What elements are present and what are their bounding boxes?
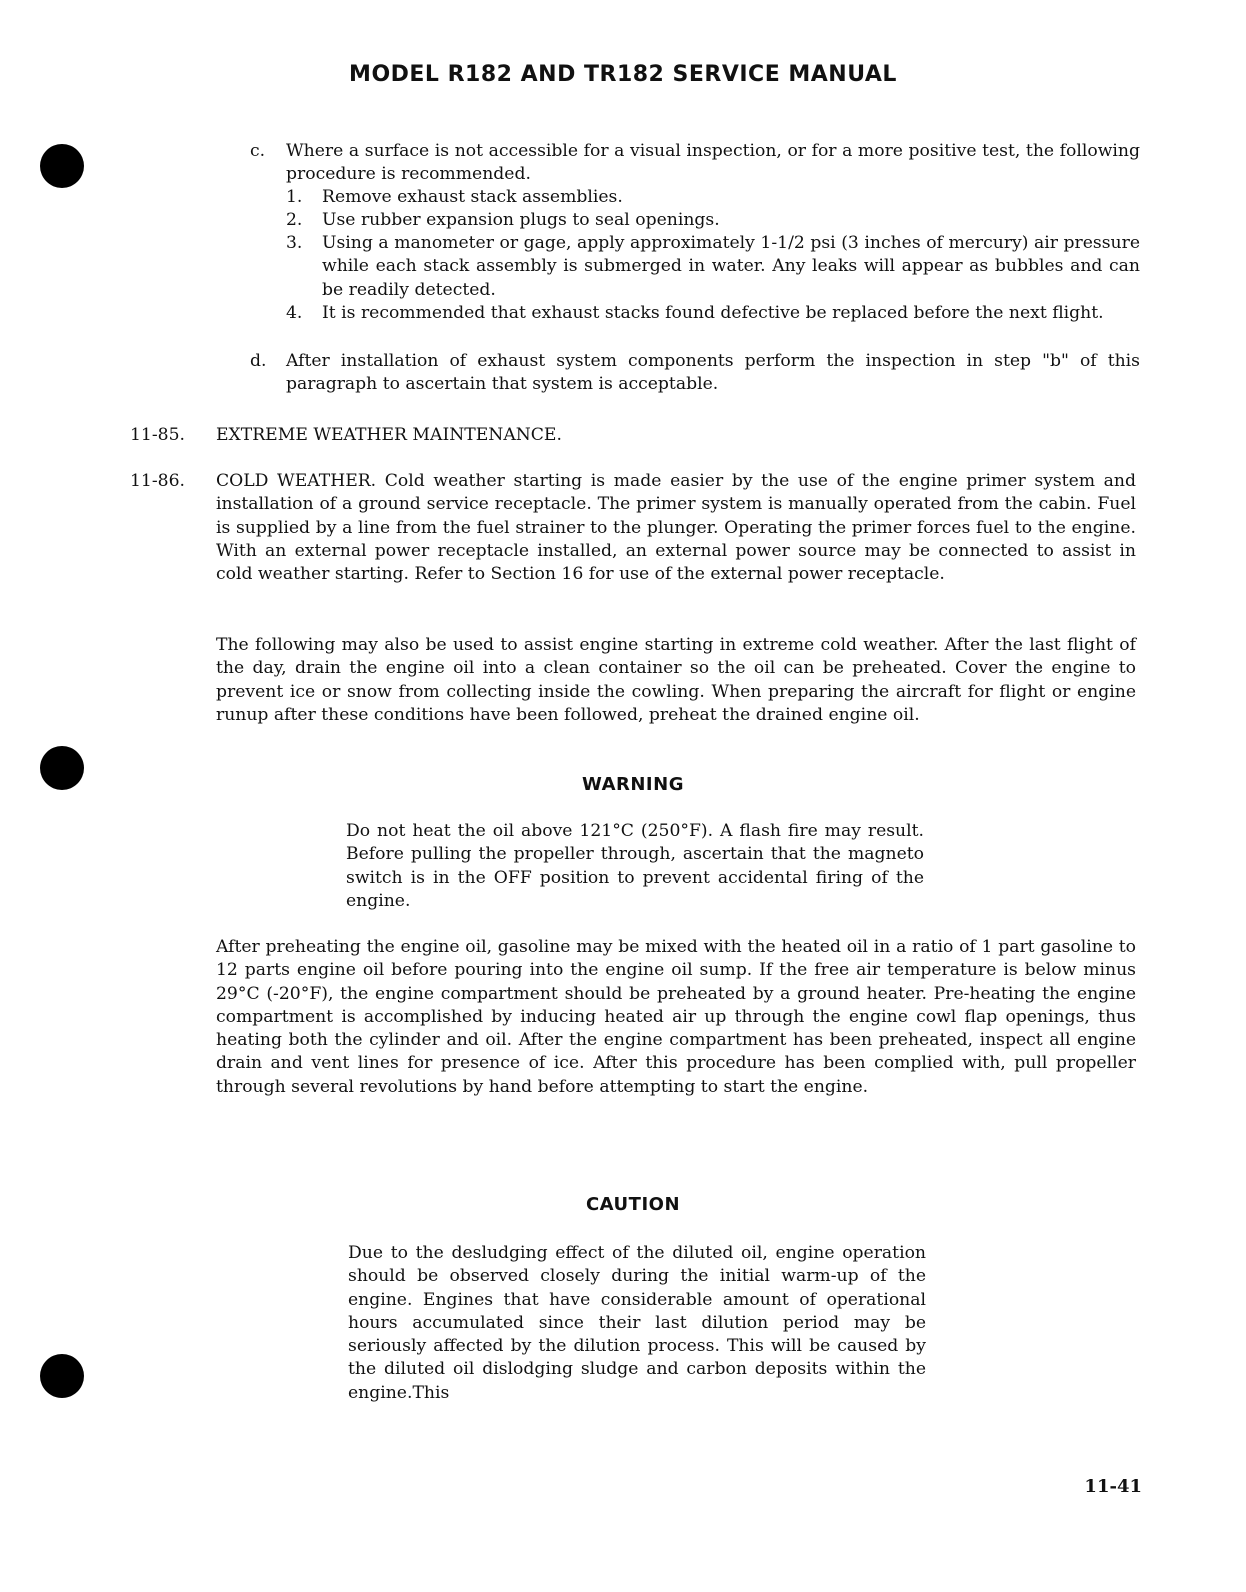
step-2-label: 2. <box>286 210 303 230</box>
step-2-text: Use rubber expansion plugs to seal openings. <box>322 210 720 230</box>
step-1-text: Remove exhaust stack assemblies. <box>322 187 623 207</box>
step-4 <box>286 302 1140 325</box>
item-c <box>250 140 1140 187</box>
item-d <box>250 350 1140 397</box>
caution-text: Due to the desludging effect of the diluted oil, engine operation should be observed closely during the initial warm-up of the engine. Engines that have considerable amount of operational hours accumulated since their last dilution period may be seriously affected by the dilution process. This will be caused by the diluted oil dislodging sludge and carbon deposits within the engine.This <box>348 1243 926 1403</box>
step-1-label: 1. <box>286 187 303 207</box>
page-number: 11-41 <box>1084 1476 1142 1497</box>
binder-hole-top <box>40 144 84 188</box>
step-4-label: 4. <box>286 303 303 323</box>
step-1 <box>286 186 1140 209</box>
cold-weather-paragraph: COLD WEATHER. Cold weather starting is made easier by the use of the engine primer system and installation of a ground service receptacle. The primer system is manually operated from the cabin. Fuel is supplied by a line from the fuel strainer to the plunger. Operating the primer forces fuel to the engine. With an external power receptacle installed, an external power source may be connected to assist in cold weather starting. Refer to Section 16 for use of the external power receptacle. <box>216 471 1136 585</box>
binder-hole-bottom <box>40 1354 84 1398</box>
step-4-text: It is recommended that exhaust stacks found defective be replaced before the next flight. <box>322 303 1104 323</box>
paragraph-number-11-86: 11-86. <box>130 471 186 491</box>
step-2 <box>286 209 1140 232</box>
section-title-extreme-weather: EXTREME WEATHER MAINTENANCE. <box>216 425 562 445</box>
item-c-text: Where a surface is not accessible for a visual inspection, or for a more positive test, the following procedure is recommended. <box>286 141 1140 185</box>
gasoline-dilution-paragraph: After preheating the engine oil, gasoline may be mixed with the heated oil in a ratio of 1 part gasoline to 12 parts engine oil before pouring into the engine oil sump. If the free air temperature is below minus 29°C (-20°F), the engine compartment should be preheated by a ground heater. Pre-heating the engine compartment is accomplished by inducing heated air up through the engine cowl flap openings, thus heating both the cylinder and oil. After the engine compartment has been preheated, inspect all engine drain and vent lines for presence of ice. After this procedure has been complied with, pull propeller through several revolutions by hand before attempting to start the engine. <box>216 937 1136 1097</box>
page-header-title: MODEL R182 AND TR182 SERVICE MANUAL <box>349 62 897 87</box>
paragraph-number-11-85: 11-85. <box>130 425 186 445</box>
item-d-label: d. <box>250 351 267 371</box>
step-3-label: 3. <box>286 233 303 253</box>
item-d-text: After installation of exhaust system components perform the inspection in step "b" of this paragraph to ascertain that system is acceptable. <box>286 351 1140 395</box>
step-3-text: Using a manometer or gage, apply approximately 1-1/2 psi (3 inches of mercury) air pressure while each stack assembly is submerged in water. Any leaks will appear as bubbles and can be readily detected. <box>322 233 1140 300</box>
preheat-paragraph: The following may also be used to assist engine starting in extreme cold weather. After the last flight of the day, drain the engine oil into a clean container so the oil can be preheated. Cover the engine to prevent ice or snow from collecting inside the cowling. When preparing the aircraft for flight or engine runup after these conditions have been followed, preheat the drained engine oil. <box>216 635 1136 725</box>
step-3 <box>286 232 1140 302</box>
item-c-label: c. <box>250 141 266 161</box>
warning-heading: WARNING <box>582 774 684 795</box>
warning-text: Do not heat the oil above 121°C (250°F). A flash fire may result. Before pulling the propeller through, ascertain that the magneto switch is in the OFF position to prevent accidental firing of the engine. <box>346 821 924 911</box>
caution-heading: CAUTION <box>585 1194 681 1215</box>
